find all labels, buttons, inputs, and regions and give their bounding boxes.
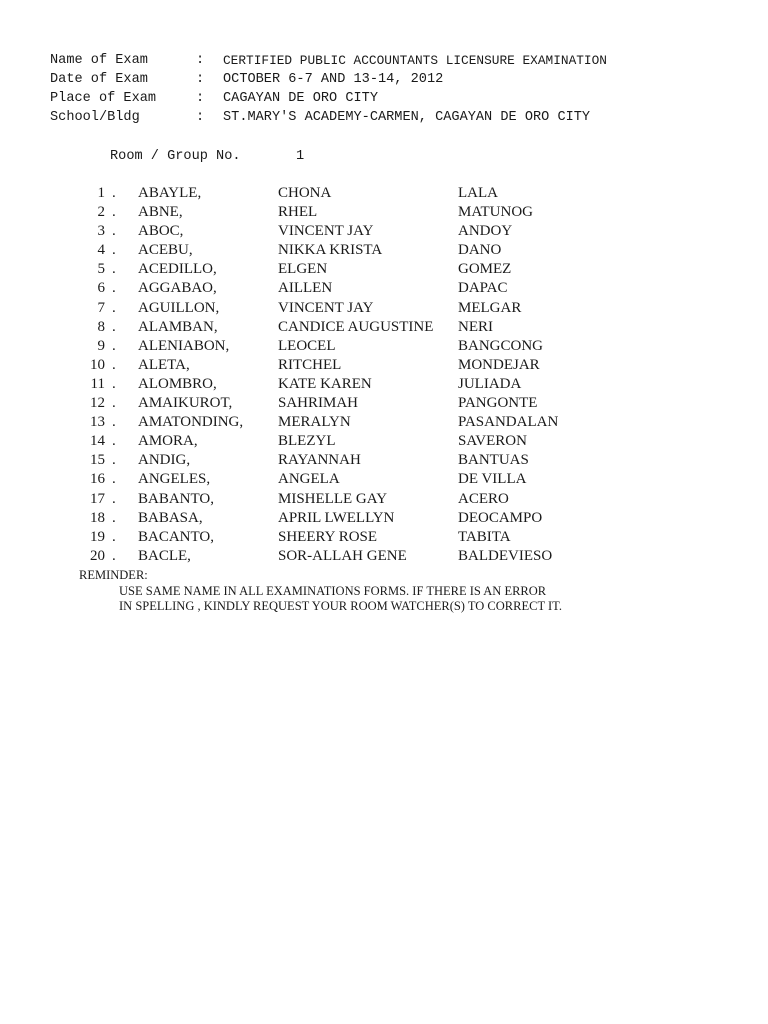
row-number: 3 — [97, 223, 105, 240]
row-number: 16 — [90, 471, 105, 488]
list-item — [0, 356, 768, 375]
row-number: 7 — [97, 299, 105, 316]
list-item — [0, 490, 768, 509]
middle-name: GOMEZ — [458, 261, 512, 278]
first-name: VINCENT JAY — [278, 223, 374, 240]
first-name: LEOCEL — [278, 337, 336, 354]
middle-name: BALDEVIESO — [458, 547, 553, 564]
last-name: BABANTO, — [138, 490, 214, 507]
row-number-dot: . — [112, 414, 116, 431]
row-number: 13 — [90, 414, 105, 431]
first-name: RAYANNAH — [278, 452, 361, 469]
row-number-dot: . — [112, 356, 116, 373]
first-name: KATE KAREN — [278, 375, 372, 392]
reminder-line-1: USE SAME NAME IN ALL EXAMINATIONS FORMS. IF THERE IS AN ERROR — [119, 583, 547, 598]
row-number: 2 — [97, 204, 105, 221]
last-name: ALAMBAN, — [138, 318, 218, 335]
row-number-dot: . — [112, 223, 116, 240]
row-number-dot: . — [112, 509, 116, 526]
last-name: AGGABAO, — [138, 280, 217, 297]
school-value: ST.MARY'S ACADEMY-CARMEN, CAGAYAN DE ORO CITY — [223, 110, 591, 125]
row-number-dot: . — [112, 490, 116, 507]
last-name: ANGELES, — [138, 471, 211, 488]
last-name: ANDIG, — [138, 452, 191, 469]
row-number: 4 — [97, 242, 105, 259]
last-name: ALOMBRO, — [138, 375, 217, 392]
last-name: ABOC, — [138, 223, 184, 240]
reminder-block — [79, 568, 562, 615]
middle-name: JULIADA — [458, 375, 522, 392]
middle-name: MONDEJAR — [458, 356, 540, 373]
exam-place-separator: : — [196, 91, 205, 106]
last-name: BABASA, — [138, 509, 203, 526]
middle-name: MATUNOG — [458, 204, 533, 221]
middle-name: DE VILLA — [458, 471, 527, 488]
room-group-label: Room / Group No. — [110, 149, 241, 164]
last-name: AMORA, — [138, 433, 198, 450]
examinee-list — [0, 184, 768, 566]
reminder-line-2: IN SPELLING , KINDLY REQUEST YOUR ROOM WATCHER(S) TO CORRECT IT. — [119, 599, 562, 613]
list-item — [0, 241, 768, 260]
first-name: APRIL LWELLYN — [278, 509, 395, 526]
row-number-dot: . — [112, 318, 116, 335]
room-group-number: 1 — [296, 149, 305, 164]
exam-date-value: OCTOBER 6-7 AND 13-14, 2012 — [223, 72, 444, 87]
list-item — [0, 260, 768, 279]
row-number: 14 — [90, 433, 105, 450]
row-number: 6 — [97, 280, 105, 297]
school-label: School/Bldg — [50, 110, 140, 125]
middle-name: DEOCAMPO — [458, 509, 543, 526]
row-number: 11 — [90, 375, 105, 392]
middle-name: MELGAR — [458, 299, 522, 316]
row-number-dot: . — [112, 471, 116, 488]
first-name: MERALYN — [278, 414, 351, 431]
first-name: SAHRIMAH — [278, 395, 359, 412]
row-number: 17 — [90, 490, 105, 507]
last-name: AGUILLON, — [138, 299, 220, 316]
last-name: ALETA, — [138, 356, 190, 373]
first-name: VINCENT JAY — [278, 299, 374, 316]
first-name: AILLEN — [278, 280, 333, 297]
list-item — [0, 528, 768, 547]
row-number-dot: . — [112, 280, 116, 297]
row-number: 18 — [90, 509, 105, 526]
exam-date-separator: : — [196, 72, 205, 87]
first-name: CANDICE AUGUSTINE — [278, 318, 434, 335]
row-number: 20 — [90, 547, 105, 564]
list-item — [0, 470, 768, 489]
middle-name: DAPAC — [458, 280, 508, 297]
row-number: 8 — [97, 318, 105, 335]
first-name: SOR-ALLAH GENE — [278, 547, 407, 564]
middle-name: ANDOY — [458, 223, 513, 240]
last-name: AMAIKUROT, — [138, 395, 233, 412]
first-name: MISHELLE GAY — [278, 490, 388, 507]
middle-name: BANGCONG — [458, 337, 544, 354]
first-name: ELGEN — [278, 261, 328, 278]
row-number: 5 — [97, 261, 105, 278]
middle-name: BANTUAS — [458, 452, 529, 469]
list-item — [0, 222, 768, 241]
first-name: BLEZYL — [278, 433, 336, 450]
last-name: BACANTO, — [138, 528, 214, 545]
middle-name: SAVERON — [458, 433, 527, 450]
last-name: ACEDILLO, — [138, 261, 217, 278]
list-item — [0, 203, 768, 222]
exam-place-value: CAGAYAN DE ORO CITY — [223, 91, 378, 106]
row-number-dot: . — [112, 375, 116, 392]
row-number-dot: . — [112, 242, 116, 259]
list-item — [0, 318, 768, 337]
exam-name-separator: : — [196, 53, 205, 68]
exam-name-value: CERTIFIED PUBLIC ACCOUNTANTS LICENSURE EXAMINATION — [223, 53, 607, 68]
list-item — [0, 451, 768, 470]
row-number-dot: . — [112, 299, 116, 316]
middle-name: TABITA — [458, 528, 511, 545]
row-number-dot: . — [112, 528, 116, 545]
row-number-dot: . — [112, 261, 116, 278]
last-name: ABAYLE, — [138, 185, 202, 201]
row-number: 19 — [90, 528, 105, 545]
row-number: 15 — [90, 452, 105, 469]
list-item — [0, 184, 768, 203]
list-item — [0, 509, 768, 528]
first-name: RHEL — [278, 204, 318, 221]
last-name: ALENIABON, — [138, 337, 230, 354]
first-name: RITCHEL — [278, 356, 342, 373]
list-item — [0, 432, 768, 451]
row-number-dot: . — [112, 395, 116, 412]
middle-name: DANO — [458, 242, 502, 259]
row-number: 1 — [97, 185, 105, 201]
first-name: NIKKA KRISTA — [278, 242, 383, 259]
list-item — [0, 375, 768, 394]
middle-name: LALA — [458, 185, 498, 201]
row-number: 10 — [90, 356, 105, 373]
last-name: BACLE, — [138, 547, 191, 564]
last-name: ABNE, — [138, 204, 183, 221]
middle-name: PASANDALAN — [458, 414, 559, 431]
row-number-dot: . — [112, 204, 116, 221]
row-number-dot: . — [112, 547, 116, 564]
exam-place-label: Place of Exam — [50, 91, 157, 106]
exam-date-label: Date of Exam — [50, 72, 148, 87]
first-name: SHEERY ROSE — [278, 528, 378, 545]
reminder-title: REMINDER: — [79, 568, 148, 582]
list-item — [0, 279, 768, 298]
row-number: 12 — [90, 395, 105, 412]
first-name: ANGELA — [278, 471, 340, 488]
middle-name: NERI — [458, 318, 493, 335]
row-number-dot: . — [112, 337, 116, 354]
row-number-dot: . — [112, 433, 116, 450]
exam-name-label: Name of Exam — [50, 53, 148, 68]
row-number-dot: . — [112, 185, 116, 201]
list-item — [0, 337, 768, 356]
middle-name: PANGONTE — [458, 395, 538, 412]
school-separator: : — [196, 110, 205, 125]
list-item — [0, 547, 768, 566]
middle-name: ACERO — [458, 490, 509, 507]
list-item — [0, 394, 768, 413]
row-number-dot: . — [112, 452, 116, 469]
first-name: CHONA — [278, 185, 332, 201]
row-number: 9 — [97, 337, 105, 354]
list-item — [0, 299, 768, 318]
last-name: ACEBU, — [138, 242, 193, 259]
list-item — [0, 413, 768, 432]
last-name: AMATONDING, — [138, 414, 244, 431]
